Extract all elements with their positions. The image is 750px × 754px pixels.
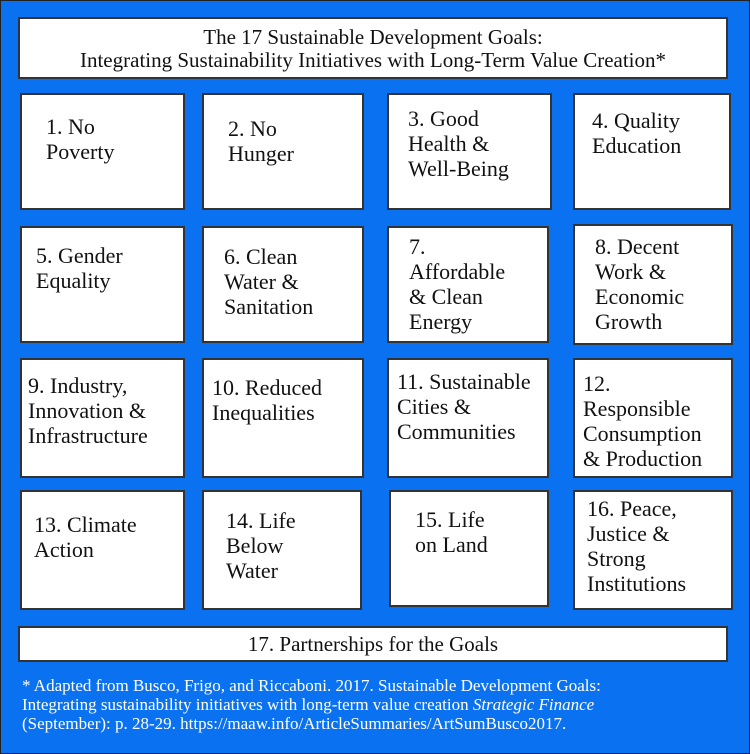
footnote-line-3: (September): p. 28-29. https://maaw.info/ArticleSummaries/ArtSumBusco2017.	[22, 714, 567, 733]
title-line-2: Integrating Sustainability Initiatives with Long-Term Value Creation*	[79, 48, 667, 72]
goal-box-4: 4. Quality Education	[573, 93, 731, 210]
goal-box-5: 5. Gender Equality	[20, 226, 185, 343]
goal-box-14: 14. Life Below Water	[202, 490, 362, 610]
title-line-1: The 17 Sustainable Development Goals:	[203, 25, 543, 49]
goal-box-10: 10. Reduced Inequalities	[202, 358, 364, 478]
goal-box-13: 13. Climate Action	[20, 490, 185, 610]
goal-box-15: 15. Life on Land	[389, 490, 549, 607]
title-box	[18, 17, 728, 79]
goal-box-7: 7. Affordable & Clean Energy	[387, 226, 549, 343]
footnote-line-2	[22, 695, 732, 714]
goal-box-2: 2. No Hunger	[202, 93, 364, 210]
goal-box-16: 16. Peace, Justice & Strong Institutions	[573, 490, 733, 610]
footnote-line-1: * Adapted from Busco, Frigo, and Riccaboni. 2017. Sustainable Development Goals:	[22, 676, 601, 695]
goal-box-12: 12. Responsible Consumption & Production	[573, 358, 733, 478]
footnote-line-2-text: Integrating sustainability initiatives with long-term value creation	[22, 695, 473, 714]
footnote	[22, 676, 732, 733]
goal-box-6: 6. Clean Water & Sanitation	[202, 226, 364, 343]
goal-box-9: 9. Industry, Innovation & Infrastructure	[20, 358, 185, 478]
goal-box-11: 11. Sustainable Cities & Communities	[387, 358, 549, 478]
goal-box-3: 3. Good Health & Well-Being	[387, 93, 552, 210]
footnote-journal: Strategic Finance	[472, 695, 595, 714]
goal-box-1: 1. No Poverty	[20, 93, 185, 210]
goal-box-8: 8. Decent Work & Economic Growth	[573, 224, 733, 345]
goal-box-17: 17. Partnerships for the Goals	[18, 626, 728, 662]
